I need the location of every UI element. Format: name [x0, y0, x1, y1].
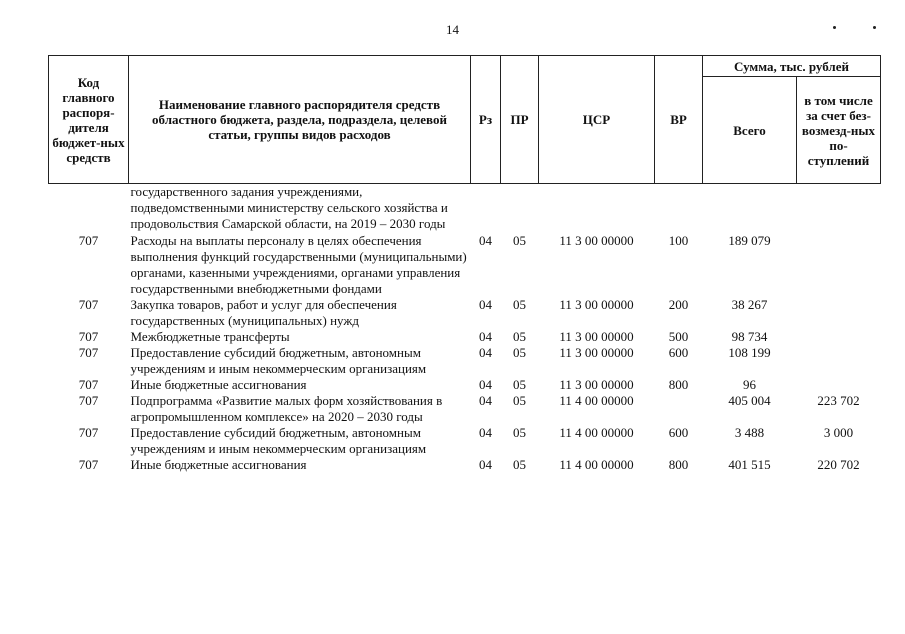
cell-csr: 11 3 00 00000: [559, 377, 634, 392]
table-row: [49, 329, 881, 345]
cell-vr: 800: [668, 377, 689, 392]
header-vr: ВР: [655, 56, 703, 184]
cell-pr: 05: [513, 297, 526, 312]
table-row: [49, 345, 881, 377]
cell-free: [797, 377, 881, 393]
header-pr: ПР: [501, 56, 539, 184]
cell-rz: 04: [479, 393, 492, 408]
cell-code: 707: [78, 345, 99, 360]
cell-csr: [539, 184, 655, 234]
cell-pr: 05: [513, 329, 526, 344]
cell-code: 707: [78, 425, 99, 440]
cell-pr: 05: [513, 345, 526, 360]
cell-total: 108 199: [728, 345, 771, 360]
cell-name: Межбюджетные трансферты: [130, 329, 290, 344]
cell-code: 707: [78, 457, 99, 472]
cell-name: Подпрограмма «Развитие малых форм хозяйствования в агропромышленном комплексе» на 2020 – 2030 годы: [130, 393, 443, 424]
cell-vr: 600: [668, 425, 689, 440]
cell-name: Предоставление субсидий бюджетным, автономным учреждениям и иным некоммерческим организациям: [130, 345, 427, 376]
budget-table: [48, 55, 881, 473]
cell-code: 707: [78, 297, 99, 312]
cell-code: 707: [78, 329, 99, 344]
cell-csr: 11 3 00 00000: [559, 329, 634, 344]
cell-csr: 11 3 00 00000: [559, 233, 634, 248]
cell-name: Иные бюджетные ассигнования: [130, 377, 307, 392]
cell-rz: [471, 184, 501, 234]
cell-free: 3 000: [823, 425, 854, 440]
cell-rz: 04: [479, 425, 492, 440]
table-body: [49, 184, 881, 474]
cell-total: 96: [743, 377, 756, 392]
cell-pr: 05: [513, 457, 526, 472]
cell-rz: 04: [479, 297, 492, 312]
cell-pr: 05: [513, 393, 526, 408]
cell-free: [797, 184, 881, 234]
cell-total: 401 515: [728, 457, 771, 472]
cell-pr: 05: [513, 233, 526, 248]
cell-name: государственного задания учреждениями, подведомственными министерству сельского хозяйства и продовольствия Самарской области, на 2019 – 2030 годы: [130, 184, 448, 231]
cell-rz: 04: [479, 329, 492, 344]
header-code: Код главного распоря-дителя бюджет-ных средств: [49, 56, 129, 184]
cell-vr: 800: [668, 457, 689, 472]
table-row: [49, 184, 881, 234]
cell-vr: 500: [668, 329, 689, 344]
header-free: в том числе за счет без-возмезд-ных по-ступлений: [797, 77, 881, 184]
cell-pr: [501, 184, 539, 234]
cell-total: 98 734: [731, 329, 768, 344]
cell-name: Расходы на выплаты персоналу в целях обеспечения выполнения функций государственными (муниципальными) органами, казенными учреждениями, органами управления государственными внебюджетными фондами: [130, 233, 467, 296]
header-sum: Сумма, тыс. рублей: [703, 56, 881, 77]
cell-name: Закупка товаров, работ и услуг для обеспечения государственных (муниципальных) нужд: [130, 297, 397, 328]
cell-pr: 05: [513, 377, 526, 392]
header-rz: Рз: [471, 56, 501, 184]
header-name: Наименование главного распорядителя средств областного бюджета, раздела, подраздела, целевой статьи, группы видов расходов: [129, 56, 471, 184]
cell-rz: 04: [479, 457, 492, 472]
cell-free: 220 702: [817, 457, 860, 472]
cell-total: 405 004: [728, 393, 771, 408]
table-row: [49, 457, 881, 473]
scan-dot: [873, 26, 876, 29]
table-row: [49, 425, 881, 457]
cell-rz: 04: [479, 233, 492, 248]
cell-free: [797, 329, 881, 345]
cell-rz: 04: [479, 377, 492, 392]
cell-code: 707: [78, 233, 99, 248]
scan-dot: [833, 26, 836, 29]
page-number: 14: [446, 22, 459, 37]
table-row: [49, 377, 881, 393]
table-header: [49, 56, 881, 184]
cell-csr: 11 4 00 00000: [559, 457, 634, 472]
cell-name: Иные бюджетные ассигнования: [130, 457, 307, 472]
cell-total: 189 079: [728, 233, 771, 248]
cell-code: [49, 184, 129, 234]
cell-vr: 200: [668, 297, 689, 312]
cell-csr: 11 3 00 00000: [559, 345, 634, 360]
cell-free: [797, 233, 881, 297]
header-csr: ЦСР: [539, 56, 655, 184]
table-row: [49, 233, 881, 297]
cell-vr: 600: [668, 345, 689, 360]
cell-csr: 11 3 00 00000: [559, 297, 634, 312]
cell-free: [797, 297, 881, 329]
header-total: Всего: [703, 77, 797, 184]
cell-total: [703, 184, 797, 234]
cell-code: 707: [78, 393, 99, 408]
cell-csr: 11 4 00 00000: [559, 393, 634, 408]
table-row: [49, 297, 881, 329]
cell-pr: 05: [513, 425, 526, 440]
cell-total: 38 267: [731, 297, 768, 312]
cell-name: Предоставление субсидий бюджетным, автономным учреждениям и иным некоммерческим организациям: [130, 425, 427, 456]
cell-free: 223 702: [817, 393, 860, 408]
cell-vr: 100: [668, 233, 689, 248]
cell-vr: [655, 184, 703, 234]
cell-rz: 04: [479, 345, 492, 360]
cell-total: 3 488: [734, 425, 765, 440]
cell-free: [797, 345, 881, 377]
cell-vr: [655, 393, 703, 425]
cell-csr: 11 4 00 00000: [559, 425, 634, 440]
table-row: [49, 393, 881, 425]
cell-code: 707: [78, 377, 99, 392]
